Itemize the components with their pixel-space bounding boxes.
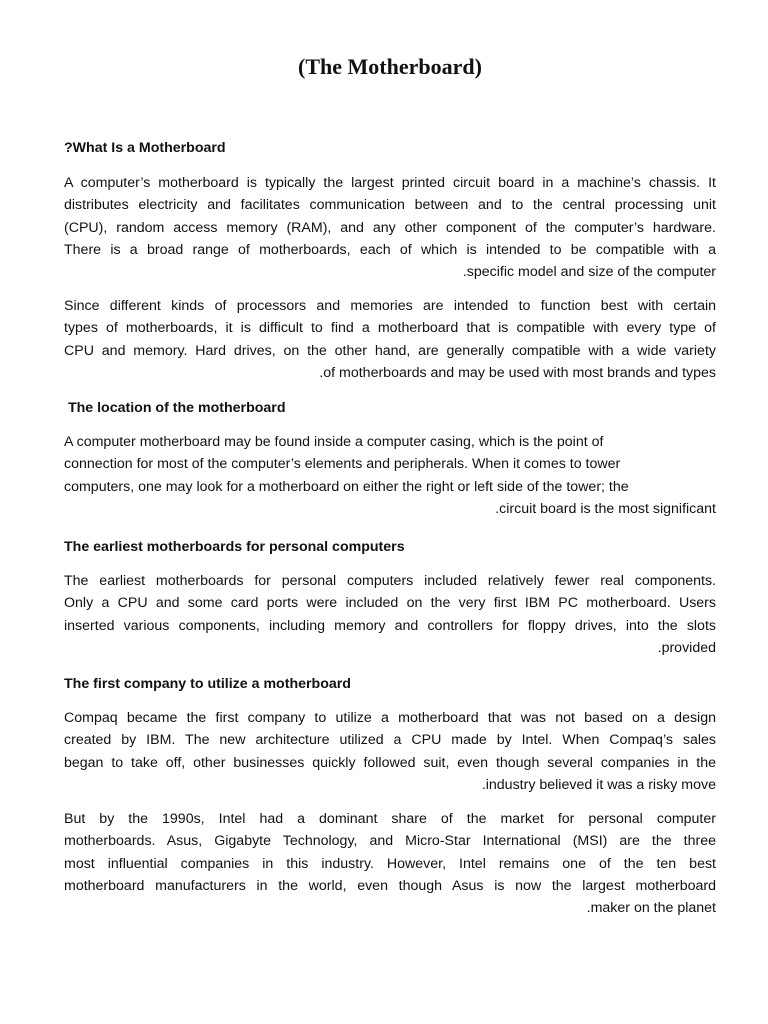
text-line: created by IBM. The new architecture utilized a CPU made by Intel. When Compaq’s sales [64,732,716,749]
text-line: connection for most of the computer’s elements and peripherals. When it comes to tower [64,456,621,473]
text-line: .maker on the planet [586,900,716,917]
text-line: Only a CPU and some card ports were included on the very first IBM PC motherboard. Users [64,595,716,612]
text-line: But by the 1990s, Intel had a dominant share of the market for personal computer [64,811,716,827]
text-line: Compaq became the first company to utilize a motherboard that was not based on a design [64,710,716,726]
text-line: inserted various components, including memory and controllers for floppy drives, into the slots [64,617,716,634]
text-line: computers, one may look for a motherboard on either the right or left side of the tower; the [64,478,629,495]
text-line: motherboard manufacturers in the world, even though Asus is now the largest motherboard [64,877,716,894]
text-line: CPU and memory. Hard drives, on the other hand, are generally compatible with a wide variety [64,342,716,359]
text-line: .industry believed it was a risky move [481,776,716,793]
section-heading-earliest: The earliest motherboards for personal computers [64,539,405,555]
text-line: motherboards. Asus, Gigabyte Technology, and Micro-Star International (MSI) are the three [64,833,716,850]
text-line: A computer motherboard may be found inside a computer casing, which is the point of [64,434,604,450]
text-line: types of motherboards, it is difficult to find a motherboard that is compatible with every type of [64,320,716,337]
text-line: Since different kinds of processors and memories are intended to function best with certain [64,298,716,314]
text-line: There is a broad range of motherboards, each of which is intended to be compatible with a [64,241,716,258]
section-heading-first-company: The first company to utilize a motherboard [64,676,351,692]
paragraph-compaq [64,707,716,796]
text-line: (CPU), random access memory (RAM), and any other component of the computer’s hardware. [64,219,716,236]
text-line: .of motherboards and may be used with most brands and types [319,364,716,381]
paragraph-location [64,431,716,520]
section-heading-location: The location of the motherboard [64,400,286,416]
text-line: most influential companies in this industry. However, Intel remains one of the ten best [64,855,716,872]
text-line: .provided [657,639,716,656]
paragraph-definition [64,172,716,283]
paragraph-compatibility [64,295,716,384]
text-line: began to take off, other businesses quickly followed suit, even though several companies in the [64,754,716,771]
text-line: A computer’s motherboard is typically the largest printed circuit board in a machine’s chassis. It [64,175,716,191]
text-line: .circuit board is the most significant [495,500,716,517]
text-line: The earliest motherboards for personal computers included relatively fewer real components. [64,573,716,589]
section-heading-what-is: ?What Is a Motherboard [64,140,226,156]
text-line: distributes electricity and facilitates communication between and to the central processing unit [64,197,716,214]
text-line: .specific model and size of the computer [462,264,716,281]
page-title: (The Motherboard) [298,54,482,79]
paragraph-earliest [64,570,716,659]
paragraph-intel [64,808,716,919]
